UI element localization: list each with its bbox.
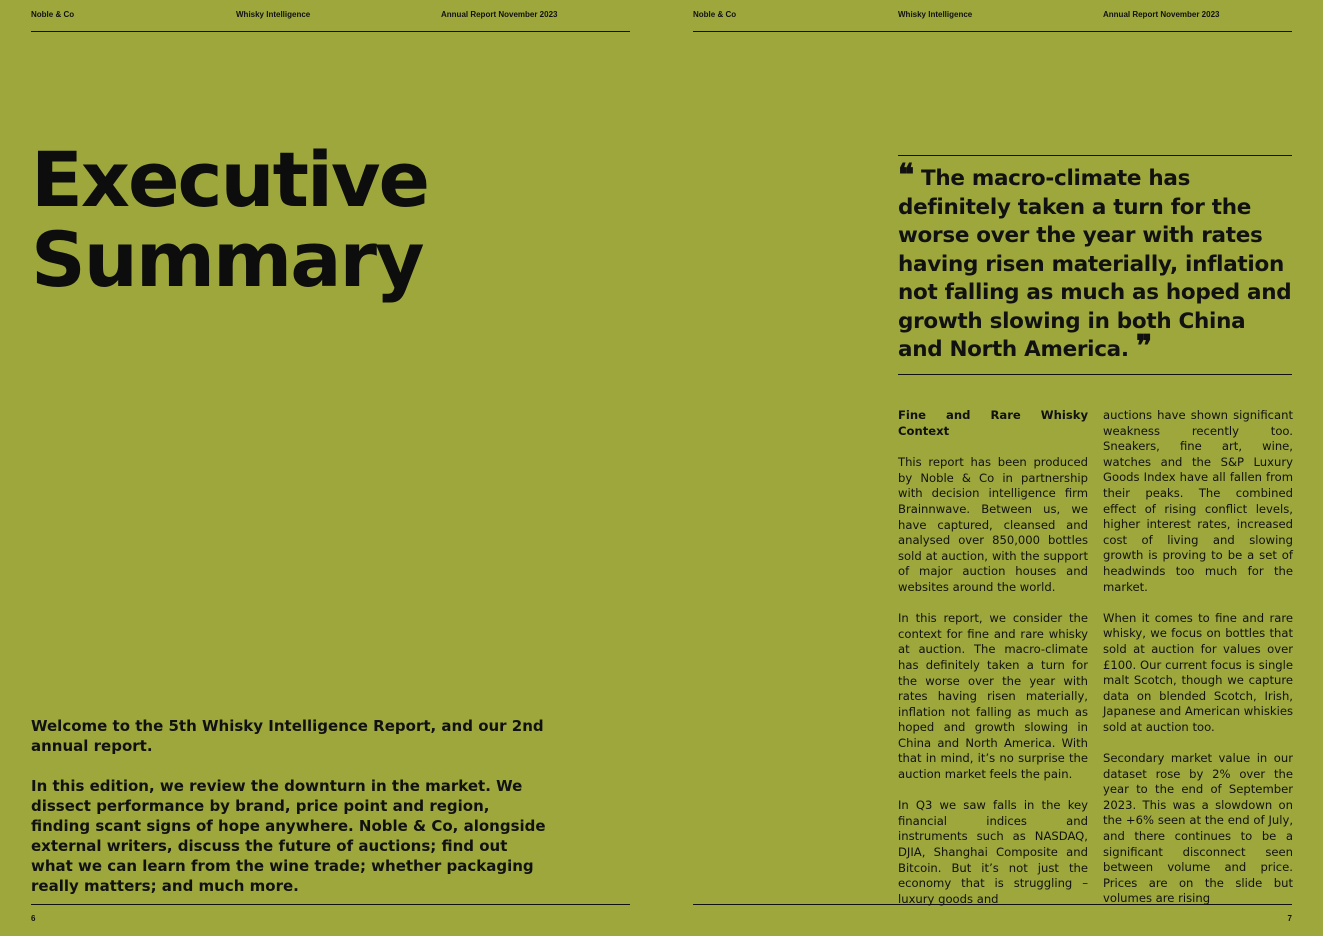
header-rule: [31, 31, 630, 32]
intro-paragraph-2: In this edition, we review the downturn in the market. We dissect performance by brand, price point and region, finding scant signs of hope anywhere. Noble & Co, alongside external writers, discuss the future of auctions; find out what we can learn from the wine trade; whether packaging really matters; and much more.: [31, 777, 546, 895]
header-series: Whisky Intelligence: [898, 10, 973, 19]
right-page: [693, 0, 1292, 936]
close-quote-icon: ❞: [1135, 329, 1152, 364]
body-paragraph: In this report, we consider the context for fine and rare whisky at auction. The macro-climate has definitely taken a turn for the worse over the year with rates having risen materially, inflation not falling as much as hoped and growth slowing in China and North America. With that in mind, it’s no surprise the auction market feels the pain.: [898, 611, 1088, 782]
header-series: Whisky Intelligence: [236, 10, 311, 19]
body-paragraph: In Q3 we saw falls in the key financial indices and instruments such as NASDAQ, DJIA, Shanghai Composite and Bitcoin. But it’s not just the economy that is struggling – luxury goods and: [898, 798, 1088, 906]
open-quote-icon: ❝: [898, 158, 914, 193]
body-column-2: [1103, 408, 1293, 923]
header-edition: Annual Report November 2023: [1103, 10, 1220, 19]
body-column-1: [898, 408, 1088, 923]
pull-quote-text: The macro-climate has definitely taken a turn for the worse over the year with rates having risen materially, inflation not falling as much as hoped and growth slowing in both China and North America.: [898, 166, 1292, 362]
page-title: [31, 135, 429, 304]
body-paragraph: This report has been produced by Noble & Co in partnership with decision intelligence firm Brainnwave. Between us, we have captured, cleansed and analysed over 850,000 bottles sold at auction, with the support of major auction houses and websites around the world.: [898, 455, 1088, 594]
footer-rule: [693, 904, 1292, 905]
footer-rule: [31, 904, 630, 905]
title-line-2: Summary: [31, 215, 423, 304]
running-header: [693, 10, 1292, 22]
running-header: [31, 10, 630, 22]
intro-paragraph-1: Welcome to the 5th Whisky Intelligence Report, and our 2nd annual report.: [31, 717, 544, 755]
header-rule: [693, 31, 1292, 32]
pull-quote: [898, 155, 1292, 375]
body-paragraph: Secondary market value in our dataset rose by 2% over the year to the end of September 2023. This was a slowdown on the +6% seen at the end of July, and there continues to be a significant disconnect seen between volume and price. Prices are on the slide but volumes are rising: [1103, 751, 1293, 906]
header-edition: Annual Report November 2023: [441, 10, 558, 19]
pull-quote-text-block: [898, 156, 1292, 365]
page-number: 6: [31, 914, 36, 923]
page-number: 7: [1287, 914, 1292, 923]
header-publisher: Noble & Co: [693, 10, 737, 19]
section-heading: Fine and Rare Whisky Context: [898, 408, 1088, 438]
body-paragraph: When it comes to fine and rare whisky, we focus on bottles that sold at auction for values over £100. Our current focus is single malt Scotch, though we capture data on blended Scotch, Irish, Japanese and American whiskies sold at auction too.: [1103, 610, 1293, 734]
intro-text: [31, 716, 551, 916]
left-page: [31, 0, 630, 936]
body-paragraph: auctions have shown significant weakness recently too. Sneakers, fine art, wine, watches and the S&P Luxury Goods Index have all fallen from their peaks. The combined effect of rising conflict levels, higher interest rates, increased cost of living and slowing growth is proving to be a set of headwinds too much for the market.: [1103, 408, 1293, 594]
title-line-1: Executive: [31, 135, 429, 224]
header-publisher: Noble & Co: [31, 10, 75, 19]
